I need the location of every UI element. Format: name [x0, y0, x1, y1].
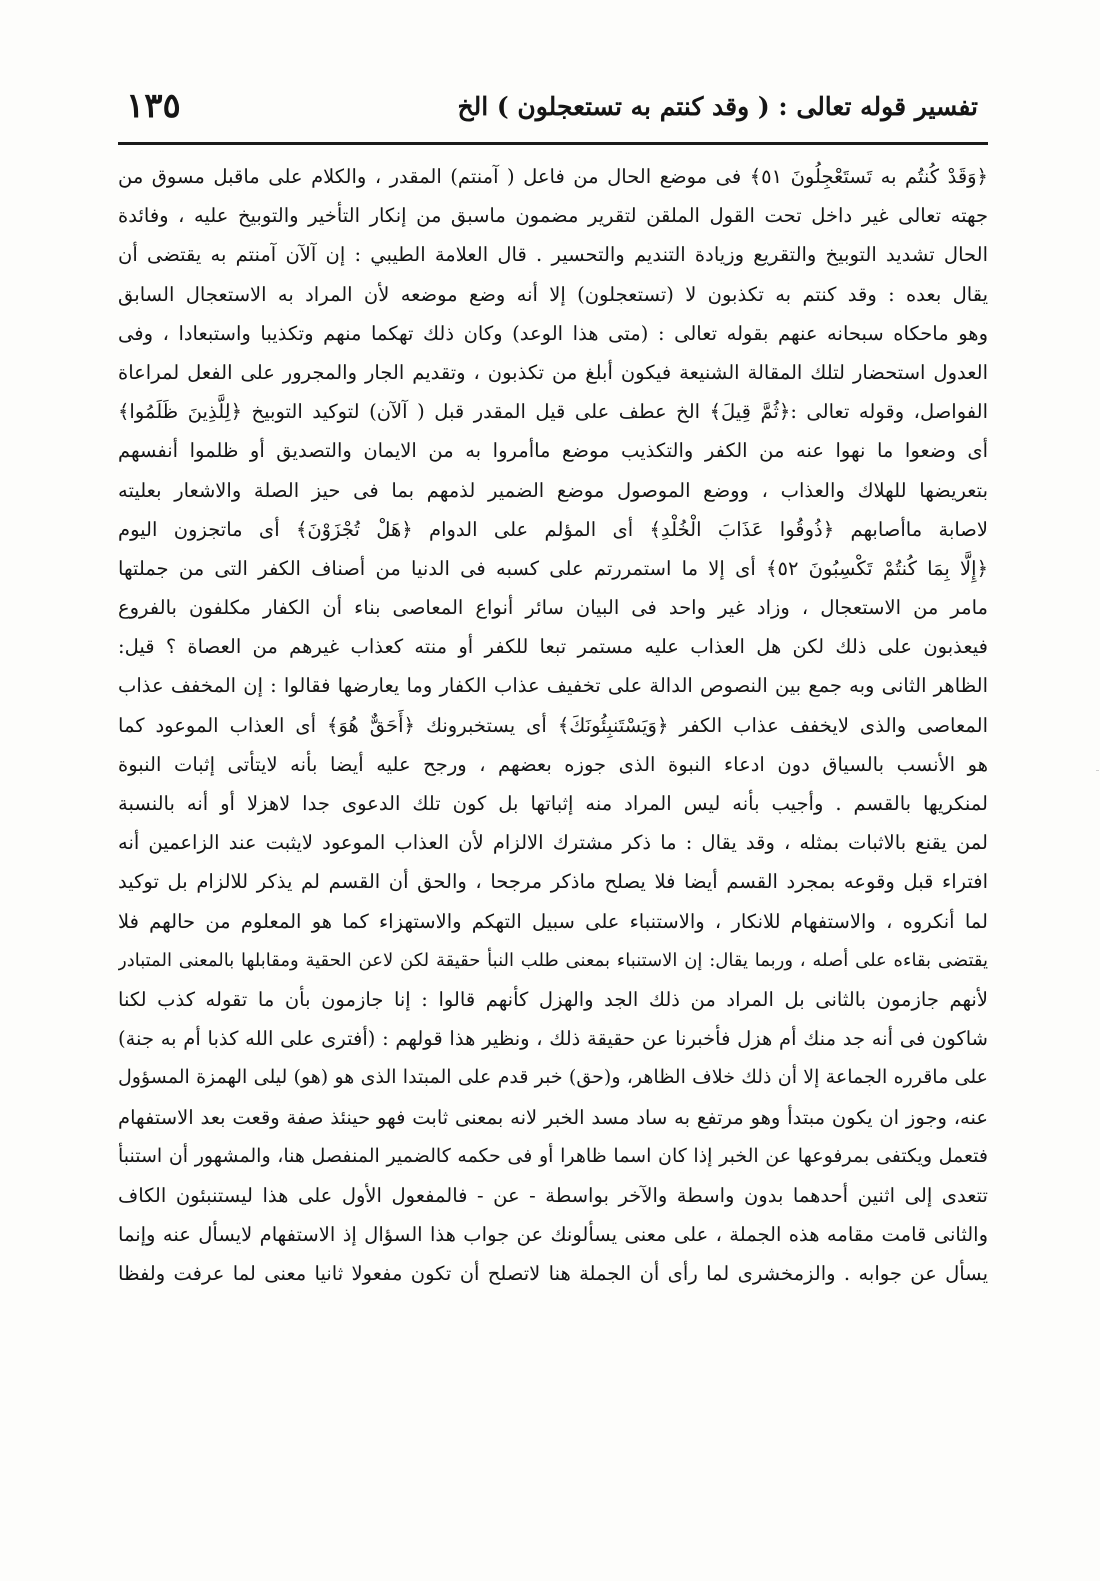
text-line: والثانى قامت مقامه هذه الجملة ، على معنى يسألونك عن جواب هذا السؤال إذ الاستفهام لايسأل عنه وإنما [118, 1223, 988, 1247]
text-line: على ماقرره الجماعة إلا أن ذلك خلاف الظاهر، و(حق) خبر قدم على المبتدا الذى هو (هو) ليلى الهمزة المسؤول [118, 1066, 988, 1089]
text-line: المعاصى والذى لايخفف عذاب الكفر ﴿وَيَسْتَنبِئُونَكَ﴾ أى يستخبرونك ﴿أَحَقٌّ هُوَ﴾ أى العذاب الموعود كما [118, 713, 988, 737]
text-line: فيعذبون على ذلك لكن هل العذاب عليه مستمر تبعا للكفر أو منته كعذاب غيرهم من العصاة ؟ قيل: [118, 635, 988, 659]
running-title: تفسير قوله تعالى : ( وقد كنتم به تستعجلون ) الخ [457, 92, 978, 121]
text-line: لمن يقنع بالاثبات بمثله ، وقد يقال : ما ذكر مشترك الالزام لأن العذاب الموعود لايثبت عند الزاعمين أنه [118, 831, 988, 855]
text-line: العدول استحضار لتلك المقالة الشنيعة فيكون أبلغ من تكذبون ، وتقديم الجار والمجرور على الفعل لمراعاة [118, 360, 988, 384]
text-line: بتعريضها للهلاك والعذاب ، ووضع الموصول موضع الضمير لذمهم بما فى حيز الصلة والاشعار بعليته [118, 478, 988, 502]
text-line: ﴿إِلَّا بِمَا كُنتُمْ تَكْسِبُونَ ٥٢﴾ أى إلا ما استمررتم على كسبه فى الدنيا من أصناف الكفر التى من جملتها [118, 556, 988, 580]
text-line: يقتضى بقاءه على أصله ، وربما يقال: إن الاستنباء بمعنى طلب النبأ حقيقة لكن لاعن الحقية ومقابلها بالمعنى المتبادر [118, 949, 988, 971]
text-line: مامر من الاستعجال ، وزاد غير واحد فى البيان سائر أنواع المعاصى بناء أن الكفار مكلفون بالفروع [118, 596, 988, 620]
text-line: هو الأنسب بالسياق دون ادعاء النبوة الذى جوزه بعضهم ، ورجح عليه أيضا بأنه لايتأتى إثبات النبوة [118, 752, 988, 776]
text-line: لاصابة ماأصابهم ﴿ذُوقُوا عَذَابَ الْخُلْدِ﴾ أى المؤلم على الدوام ﴿هَلْ تُجْزَوْنَ﴾ أى ماتجزون اليوم [118, 517, 988, 541]
text-line: لأنهم جازمون بالثانى بل المراد من ذلك الجد والهزل كأنهم قالوا : إنا جازمون بأن ما تقوله كذب لكنا [118, 987, 988, 1011]
text-line: الحال تشديد التوبيخ والتقريع وزيادة التنديم والتحسير . قال العلامة الطيبي : إن آلآن آمنتم به يقتضى أن [118, 243, 988, 267]
text-line: أى وضعوا ما نهوا عنه من الكفر والتكذيب موضع ماأمروا به من الايمان والتصديق أو ظلموا أنفسهم [118, 439, 988, 463]
text-line: جهته تعالى غير داخل تحت القول الملقن لتقرير مضمون ماسبق من إنكار التأخير والتوبيخ عليه ، وفائدة [118, 204, 988, 228]
page-header [118, 86, 988, 138]
text-line: شاكون فى أنه جد منك أم هزل فأخبرنا عن حقيقة ذلك ، ونظير هذا قولهم : (أفترى على الله كذبا أم به جنة) [118, 1027, 988, 1051]
text-line: ﴿وَقَدْ كُنتُم به تَستَعْجِلُونَ ٥١﴾ فى موضع الحال من فاعل ( آمنتم) المقدر ، والكلام على ماقبل مسوق من [118, 165, 988, 188]
margin-speck [1096, 770, 1099, 771]
text-line: لمنكريها بالقسم . وأجيب بأنه ليس المراد منه إثباتها بل كون تلك الدعوى جدا لاهزلا أو أنه بالنسبة [118, 792, 988, 815]
body-text [118, 157, 988, 1293]
page-number: ١٣٥ [126, 86, 181, 126]
text-line: الفواصل، وقوله تعالى :﴿ثُمَّ قِيلَ﴾ الخ عطف على قيل المقدر قبل ( آلآن) لتوكيد التوبيخ ﴿لِلَّذِينَ ظَلَمُوا﴾ [118, 400, 988, 424]
text-line: الظاهر الثانى وبه جمع بين النصوص الدالة على تخفيف عذاب الكفار وما يعارضها فقالوا : إن المخفف عذاب [118, 674, 988, 698]
text-line: تتعدى إلى اثنين أحدهما بدون واسطة والآخر بواسطة - عن - فالمفعول الأول على هذا ليستنبئون الكاف [118, 1183, 988, 1207]
text-line: يسأل عن جوابه . والزمخشرى لما رأى أن الجملة هنا لاتصلح أن تكون مفعولا ثانيا معنى لما عرفت ولفظا [118, 1262, 988, 1286]
text-line: يقال بعده : وقد كنتم به تكذبون لا (تستعجلون) إلا أنه وضع موضعه لأن المراد به الاستعجال السابق [118, 282, 988, 306]
text-line: فتعمل ويكتفى بمرفوعها عن الخبر إذا كان اسما ظاهرا أو فى حكمه كالضمير المنفصل هنا، والمشهور أن استنبأ [118, 1144, 988, 1167]
header-divider [118, 142, 988, 145]
text-line: لما أنكروه ، والاستفهام للانكار ، والاستنباء على سبيل التهكم والاستهزاء كما هو المعلوم من حالهم فلا [118, 909, 988, 933]
text-line: عنه، وجوز ان يكون مبتدأ وهو مرتفع به ساد مسد الخبر لانه بمعنى ثابت فهو حينئذ صفة وقعت بعد الاستفهام [118, 1105, 988, 1129]
text-line: افتراء قبل وقوعه بمجرد القسم أيضا فلا يصلح ماذكر مرجحا ، والحق أن القسم لم يذكر للالزام بل توكيد [118, 870, 988, 894]
text-line: وهو ماحكاه سبحانه عنهم بقوله تعالى : (متى هذا الوعد) وكان ذلك تهكما منهم وتكذيبا واستبعادا ، وفى [118, 321, 988, 345]
